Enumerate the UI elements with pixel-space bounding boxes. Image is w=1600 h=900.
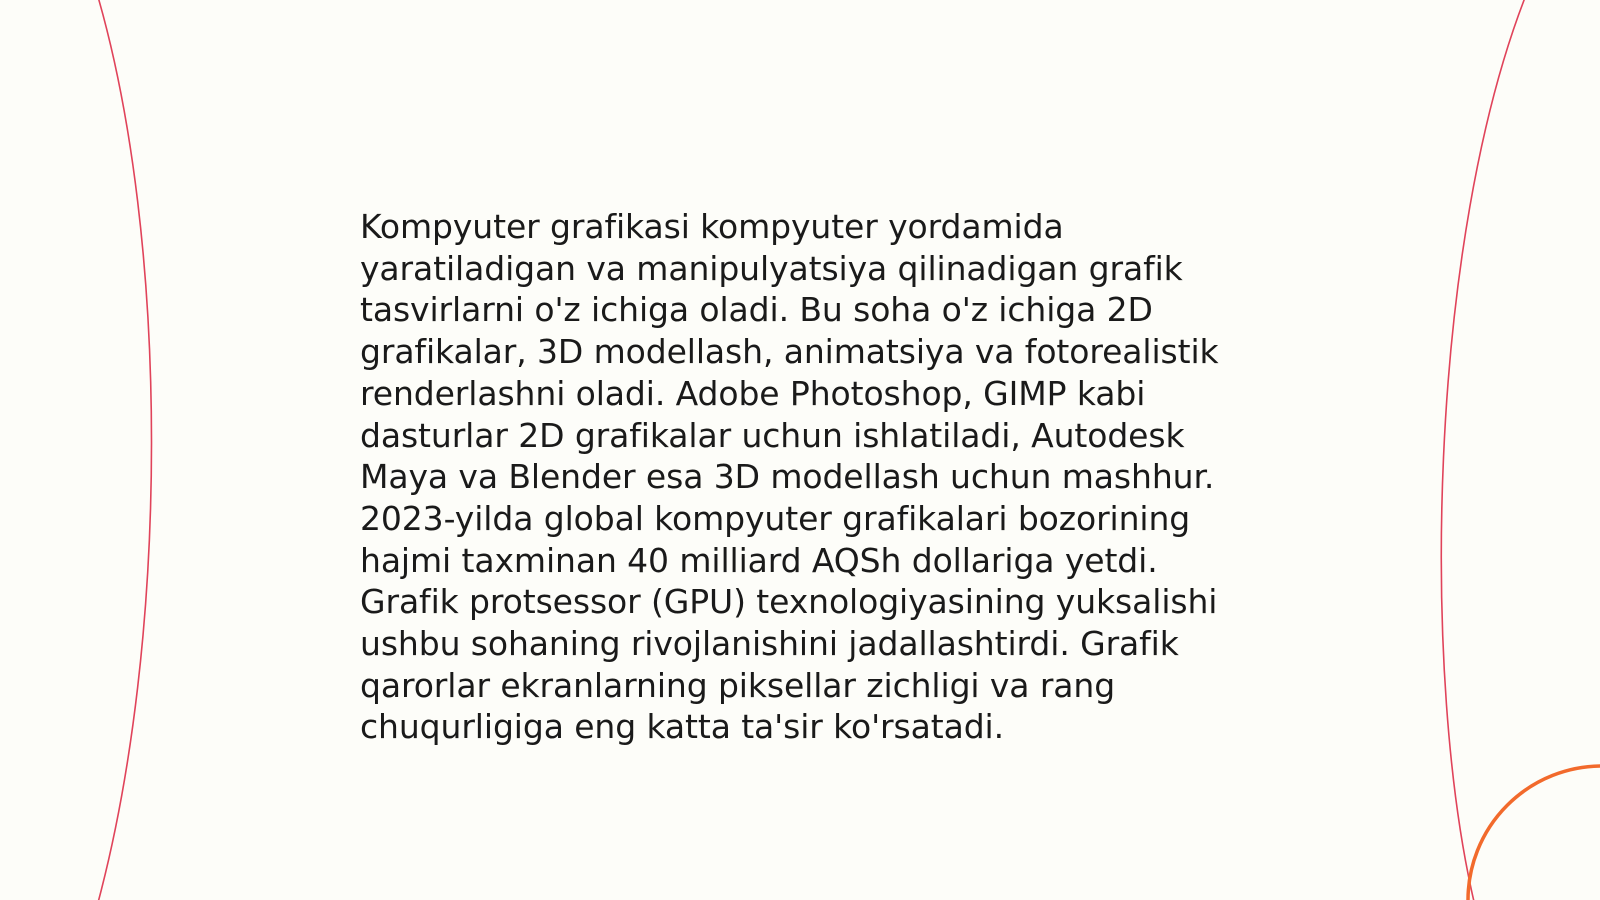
body-line: Maya va Blender esa 3D modellash uchun mashhur. <box>360 457 1215 497</box>
corner-circle-arc <box>1468 766 1600 900</box>
body-line: qarorlar ekranlarning piksellar zichligi va rang <box>360 665 1116 705</box>
body-line: ushbu sohaning rivojlanishini jadallashtirdi. Grafik <box>360 624 1179 664</box>
body-line: tasvirlarni o'z ichiga oladi. Bu soha o'z ichiga 2D <box>360 290 1153 330</box>
body-line: 2023-yilda global kompyuter grafikalari bozorining <box>360 498 1191 538</box>
body-line: dasturlar 2D grafikalar uchun ishlatiladi, Autodesk <box>360 415 1185 455</box>
left-arc-line <box>96 0 152 900</box>
body-line: grafikalar, 3D modellash, animatsiya va fotorealistik <box>360 332 1219 372</box>
body-line: Kompyuter grafikasi kompyuter yordamida <box>360 207 1064 246</box>
slide-body-text <box>360 206 1220 748</box>
body-line: chuqurligiga eng katta ta'sir ko'rsatadi. <box>360 707 1005 747</box>
body-line: yaratiladigan va manipulyatsiya qilinadigan grafik <box>360 248 1183 288</box>
body-line: renderlashni oladi. Adobe Photoshop, GIMP kabi <box>360 373 1146 413</box>
body-line: hajmi taxminan 40 milliard AQSh dollariga yetdi. <box>360 540 1158 580</box>
body-line: Grafik protsessor (GPU) texnologiyasining yuksalishi <box>360 582 1218 622</box>
right-arc-line <box>1441 0 1528 900</box>
